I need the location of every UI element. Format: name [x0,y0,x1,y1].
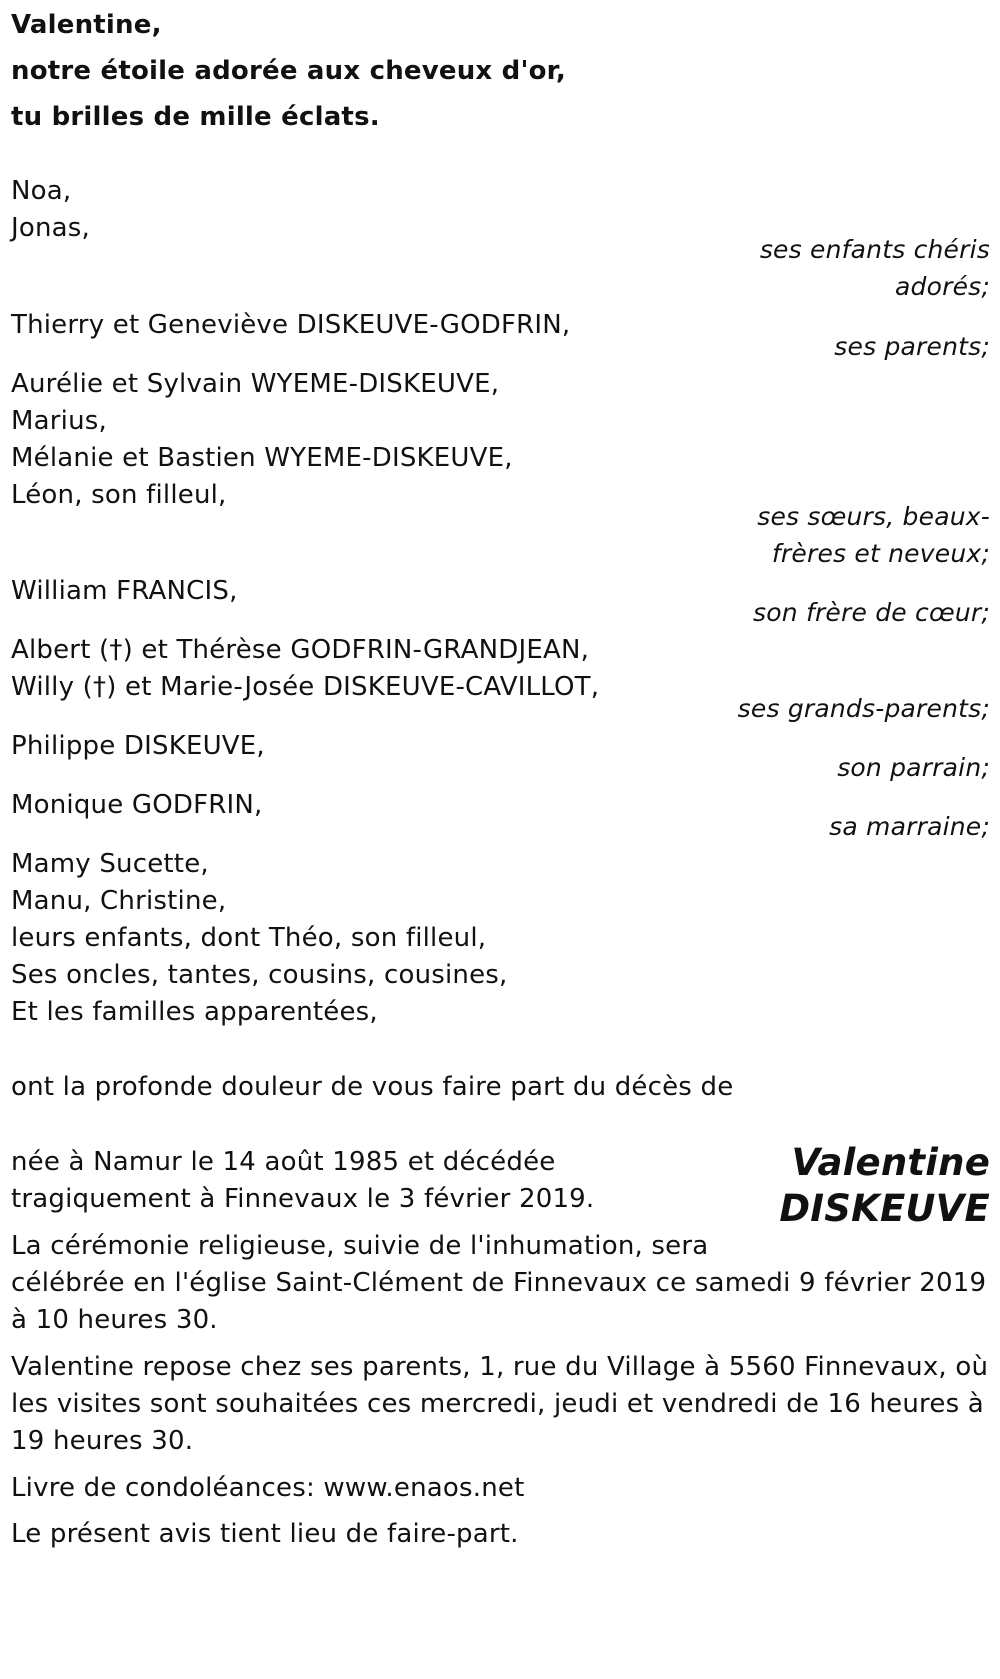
children-role: adorés; [895,272,990,301]
dedication-line-3: tu brilles de mille éclats. [11,102,380,132]
parents-name: Thierry et Geneviève DISKEUVE-GODFRIN, [11,310,571,340]
sibling-name: Mélanie et Bastien WYEME-DISKEUVE, [11,443,513,473]
heart-brother-role: son frère de cœur; [753,598,990,627]
parents-role: ses parents; [834,332,990,361]
dedication-line-2: notre étoile adorée aux cheveux d'or, [11,56,566,86]
ceremony-line-1: La cérémonie religieuse, suivie de l'inhumation, sera [11,1231,709,1261]
other-family-line: leurs enfants, dont Théo, son filleul, [11,923,487,953]
deceased-last-name: DISKEUVE [779,1187,990,1230]
visit-line-1: Valentine repose chez ses parents, 1, rue du Village à 5560 Finnevaux, où [11,1352,989,1382]
birth-line: née à Namur le 14 août 1985 et décédée [11,1147,556,1177]
sibling-name: Marius, [11,406,107,436]
godfather-role: son parrain; [837,753,990,782]
godfather-name: Philippe DISKEUVE, [11,731,265,761]
children-role: ses enfants chéris [759,235,990,264]
announcement-text: ont la profonde douleur de vous faire part du décès de [11,1072,734,1102]
other-family-line: Mamy Sucette, [11,849,209,879]
child-name: Jonas, [11,213,90,243]
dedication-line-1: Valentine, [11,10,162,40]
heart-brother-name: William FRANCIS, [11,576,238,606]
godmother-role: sa marraine; [829,812,990,841]
ceremony-line-2: célébrée en l'église Saint-Clément de Finnevaux ce samedi 9 février 2019 [11,1268,987,1298]
other-family-line: Ses oncles, tantes, cousins, cousines, [11,960,508,990]
child-name: Noa, [11,176,72,206]
siblings-role: ses sœurs, beaux- [757,502,990,531]
death-line: tragiquement à Finnevaux le 3 février 2019. [11,1184,595,1214]
grandparents-name: Albert (†) et Thérèse GODFRIN-GRANDJEAN, [11,635,590,665]
other-family-line: Manu, Christine, [11,886,227,916]
visit-line-2: les visites sont souhaitées ces mercredi, jeudi et vendredi de 16 heures à [11,1389,984,1419]
notice-line: Le présent avis tient lieu de faire-part. [11,1519,519,1549]
deceased-first-name: Valentine [791,1141,990,1184]
visit-line-3: 19 heures 30. [11,1426,194,1456]
sibling-name: Aurélie et Sylvain WYEME-DISKEUVE, [11,369,500,399]
grandparents-name: Willy (†) et Marie-Josée DISKEUVE-CAVILLOT, [11,672,600,702]
condolences-line: Livre de condoléances: www.enaos.net [11,1473,525,1503]
siblings-role: frères et neveux; [771,539,990,568]
godmother-name: Monique GODFRIN, [11,790,263,820]
ceremony-line-3: à 10 heures 30. [11,1305,218,1335]
other-family-line: Et les familles apparentées, [11,997,378,1027]
sibling-name: Léon, son filleul, [11,480,227,510]
grandparents-role: ses grands-parents; [737,694,990,723]
